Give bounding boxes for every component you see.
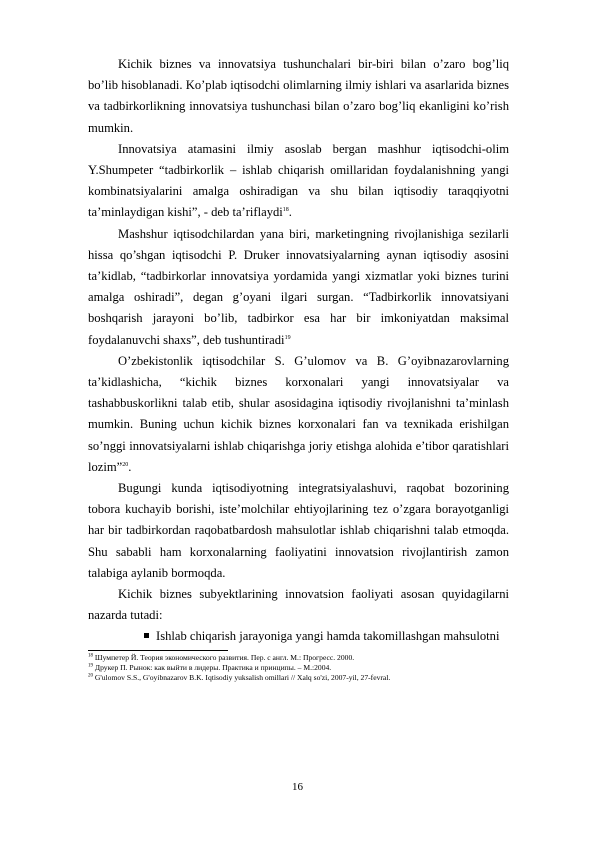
paragraph-2-tail: . [288, 205, 292, 220]
footnote-number: 19 [88, 663, 93, 669]
paragraph-3-text: Mashshur iqtisodchilardan yana biri, marketingning rivojlanishiga sezilarli hissa qo’shgan iqtisodchi P. Druker innovatsiyalarning aynan iqtisodiy asosini ta’kidlab, “tadbirkorlar innovatsiya yordamida yangi xizmatlar yoki biznes turini amalga oshiradi”, degan g’oyani ilgari surgan. “Tadbirkorlik innovatsiyani boshqarish jarayoni bo’lib, tadbirkor esa har bir imkoniyatdan maksimal foydalanuvchi shaxs”, deb tushuntiradi [88, 226, 509, 347]
footnote-number: 18 [88, 653, 93, 659]
footnote-18 [88, 653, 509, 663]
footnote-ref-18[interactable]: 18 [282, 207, 289, 214]
paragraph-1-text: Kichik biznes va innovatsiya tushunchalari bir-biri bilan o’zaro bog’liq bo’lib hisoblanadi. Ko’plab iqtisodchi olimlarning ilmiy ishlari va asarlarida biznes va tadbirkorlikning innovatsiya tushunchasi bilan o’zaro bog’liq ekanligini ko’rish mumkin. [88, 57, 509, 135]
bullet-item-text: Ishlab chiqarish jarayoniga yangi hamda takomillashgan mahsulotni [156, 629, 500, 644]
paragraph-5 [88, 478, 509, 584]
footnote-text: G'ulomov S.S., G'oyibnazarov B.K. Iqtisodiy yuksalish omillari // Xalq so'zi, 2007-yil, 27-fevral. [94, 672, 391, 682]
square-bullet-icon [144, 633, 149, 638]
paragraph-5-text: Bugungi kunda iqtisodiyotning integratsiyalashuvi, raqobat bozorining tobora kuchayib borishi, iste’molchilar ehtiyojlarining tez o’zgara borayotganligi har bir tadbirkordan raqobatbardosh mahsulotlar ishlab chiqarishni talab etmoqda. Shu sababli ham korxonalarning faoliyatini innovatsion rivojlantirish zamon talabiga aylanib bormoqda. [88, 481, 509, 580]
footnote-20 [88, 673, 509, 683]
footnote-text: Шумпетер Й. Теория экономического развития. Пер. с англ. М.: Прогресс. 2000. [94, 652, 355, 662]
footnote-divider [88, 650, 228, 651]
paragraph-4 [88, 351, 509, 478]
footnote-ref-19[interactable]: 19 [284, 334, 291, 341]
paragraph-2 [88, 139, 509, 224]
paragraph-6 [88, 584, 509, 626]
document-page [88, 54, 509, 683]
paragraph-3 [88, 224, 509, 351]
footnote-19 [88, 663, 509, 673]
paragraph-6-text: Kichik biznes subyektlarining innovatsion faoliyati asosan quyidagilarni nazarda tutadi: [88, 587, 509, 623]
bullet-item [88, 626, 509, 647]
paragraph-4-text: O’zbekistonlik iqtisodchilar S. G’ulomov va B. G’oyibnazarovlarning ta’kidlashicha, “kichik biznes korxonalari yangi innovatsiyalar va tashabbuskorlikni talab etib, shular asosidagina iqtisodiy rivojlanishni ta’minlash mumkin. Buning uchun kichik biznes korxonalari fan va texnikada erishilgan so’nggi innovatsiyalarni ishlab chiqarishga joriy etishga alohida e’tibor qaratishlari lozim” [88, 353, 509, 474]
paragraph-4-tail: . [128, 459, 132, 474]
footnote-ref-20[interactable]: 20 [122, 461, 129, 468]
paragraph-1 [88, 54, 509, 139]
footnote-text: Друкер П. Рынок: как выйти в лидеры. Практика и принципы. – М.:2004. [94, 662, 332, 672]
paragraph-2-text: Innovatsiya atamasini ilmiy asoslab bergan mashhur iqtisodchi-olim Y.Shumpeter “tadbirkorlik – ishlab chiqarish omillaridan foydalanishning yangi kombinatsiyalarini amalga oshiradigan va shu bilan iqtisodiy taraqqiyotni ta’minlaydigan kishi”, - deb ta’riflaydi [88, 141, 509, 220]
footnote-number: 20 [88, 673, 93, 679]
page-number: 16 [292, 781, 303, 793]
